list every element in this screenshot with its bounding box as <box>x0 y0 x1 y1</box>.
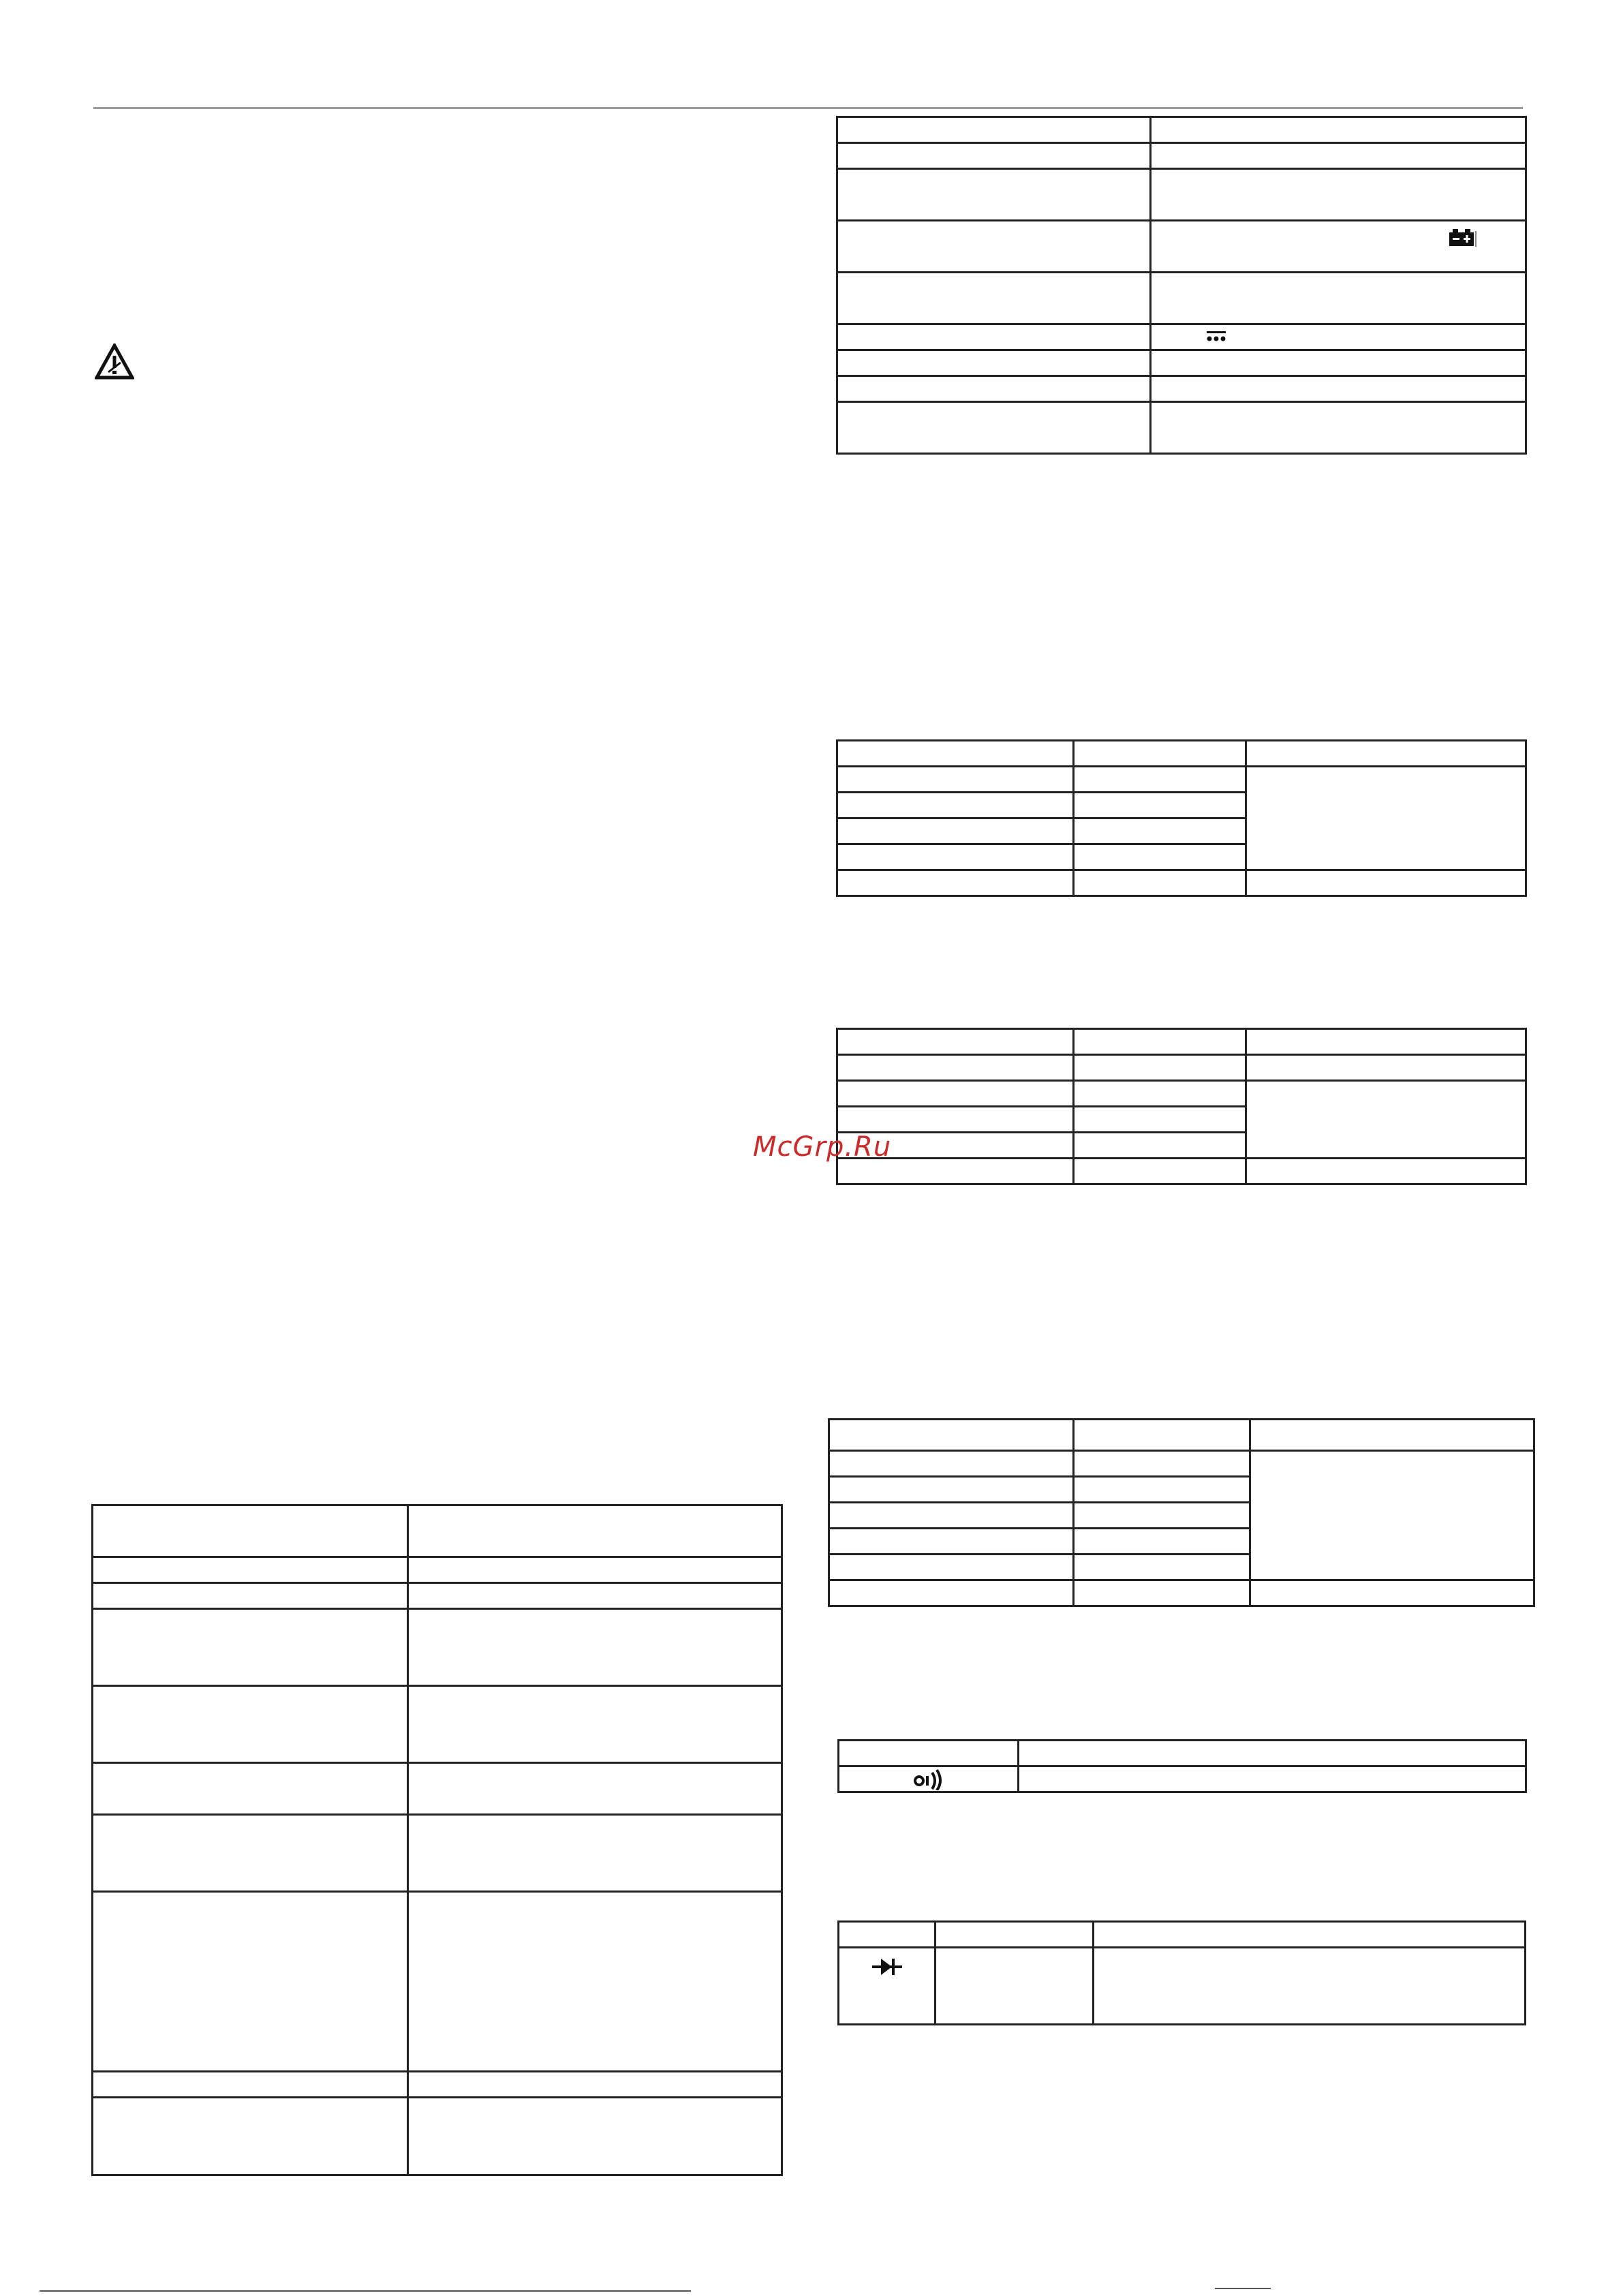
table-row <box>829 1451 1534 1477</box>
range-table-1 <box>836 739 1527 897</box>
top-rule <box>93 107 1523 109</box>
table-row <box>837 1029 1526 1055</box>
table-row <box>839 1948 1526 2025</box>
range-table-3 <box>828 1418 1535 1607</box>
table-row <box>837 1159 1526 1184</box>
continuity-table <box>837 1739 1527 1793</box>
table-row <box>837 1055 1526 1081</box>
table-row <box>837 324 1526 350</box>
table-row <box>837 273 1526 324</box>
table-row <box>93 1686 782 1763</box>
table-row <box>839 1922 1526 1948</box>
table-row <box>837 376 1526 402</box>
table-row <box>93 1505 782 1557</box>
table-row <box>837 350 1526 376</box>
spec-table-left <box>91 1504 783 2176</box>
warning-triangle-icon <box>95 343 134 380</box>
table-row <box>837 221 1526 273</box>
table-row <box>837 767 1526 793</box>
table-row <box>837 169 1526 221</box>
table-row <box>93 1609 782 1686</box>
table-row <box>837 143 1526 169</box>
bottom-rule <box>40 2290 691 2292</box>
range-table-2 <box>836 1028 1527 1185</box>
table-row <box>839 1741 1526 1766</box>
table-row <box>829 1580 1534 1606</box>
table-row <box>837 402 1526 454</box>
table-row <box>93 1892 782 2072</box>
bottom-mark <box>1215 2288 1271 2295</box>
spec-table-right <box>836 116 1527 455</box>
watermark: McGrp.Ru <box>753 1131 892 1163</box>
table-row <box>829 1420 1534 1451</box>
table-row <box>837 117 1526 143</box>
table-row <box>93 1815 782 1892</box>
table-row <box>93 1583 782 1609</box>
table-row <box>93 2098 782 2175</box>
table-row <box>839 1766 1526 1792</box>
table-row <box>93 1557 782 1583</box>
continuity-beeper-icon <box>839 1769 1017 1790</box>
table-row <box>837 741 1526 767</box>
table-row <box>93 2072 782 2098</box>
table-row <box>837 1081 1526 1107</box>
diode-icon <box>839 1957 934 1977</box>
table-row <box>93 1763 782 1815</box>
table-row <box>837 870 1526 896</box>
diode-table <box>837 1920 1526 2025</box>
